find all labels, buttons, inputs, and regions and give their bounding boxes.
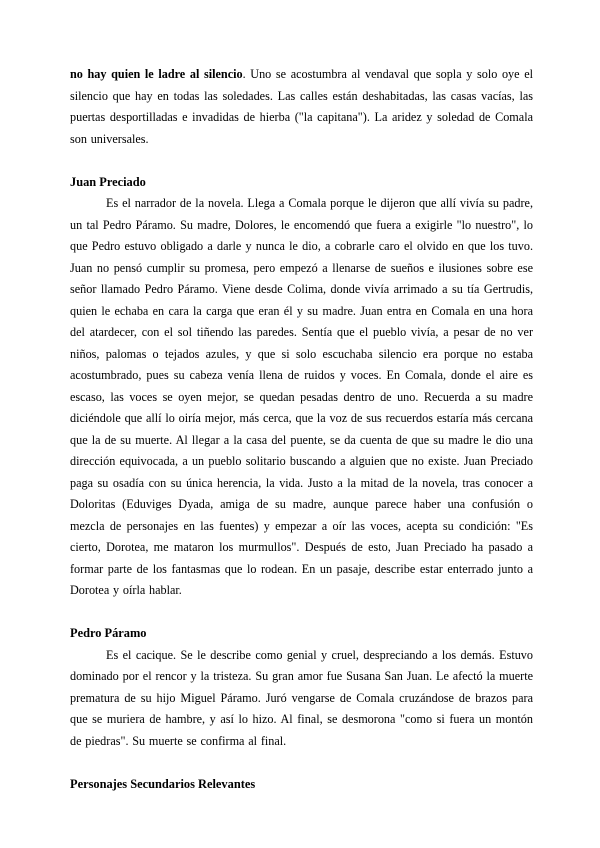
heading-personajes-secundarios: Personajes Secundarios Relevantes	[70, 776, 256, 791]
paragraph-juan-preciado: Es el narrador de la novela. Llega a Comala porque le dijeron que allí vivía su padre, un tal Pedro Páramo. Su madre, Dolores, le encomendó que fuera a exigirle "lo nuestro", lo que Pedro estuvo obligado a darle y nunca le dio, a cobrarle caro el olvido en que los tuvo. Juan no pensó cumplir su promesa, pero empezó a llenarse de sueños e ilusiones sobre ese señor llamado Pedro Páramo. Viene desde Colima, donde vivía arrimado a su tía Gertrudis, quien le echaba en cara la carga que eran él y su madre. Juan entra en Comala en una hora del atardecer, con el sol tiñendo las paredes. Sentía que el pueblo vivía, a pesar de no ver niños, palomas o tejados azules, y que si solo escuchaba silencio era porque no estaba acostumbrado, pues su cabeza venía llena de ruidos y voces. En Comala, donde el aire es escaso, las voces se oyen mejor, se quedan pesadas dentro de uno. Recuerda a su madre diciéndole que allí lo oiría mejor, más cerca, que la voz de sus recuerdos estaría más cercana que la de su muerte. Al llegar a la casa del puente, se da cuenta de que su madre le dio una dirección equivocada, a un pueblo solitario buscando a alguien que no existe. Juan Preciado paga su osadía con su única herencia, la vida. Justo a la mitad de la novela, tras conocer a Doloritas (Eduviges Dyada, amiga de su madre, aunque parece haber una confusión o mezcla de personajes en las fuentes) y empezar a oír las voces, acepta su condición: "Es cierto, Dorotea, me mataron los murmullos". Después de esto, Juan Preciado ha pasado a formar parte de los fantasmas que lo rodean. En un pasaje, describe estar enterrado junto a Dorotea y oírla hablar.	[70, 196, 533, 597]
heading-juan-preciado: Juan Preciado	[70, 174, 146, 189]
paragraph-comala-silence	[70, 64, 533, 150]
paragraph-pedro-paramo: Es el cacique. Se le describe como genial y cruel, despreciando a los demás. Estuvo dominado por el rencor y la tristeza. Su gran amor fue Susana San Juan. Le afectó la muerte prematura de su hijo Miguel Páramo. Juró vengarse de Comala cruzándose de brazos para que se muriera de hambre, y así lo hizo. Al final, se desmorona "como si fuera un montón de piedras". Su muerte se confirma al final.	[70, 647, 533, 748]
paragraph-bold-lead: no hay quien le ladre al silencio	[70, 67, 243, 81]
paragraph-continuation-text: . Uno se acostumbra al vendaval que sopla y solo oye el silencio que hay en todas las soledades. Las calles están deshabitadas, las casas vacías, las puertas desportilladas e invadidas de hierba ("la capitana"). La aridez y soledad de Comala son universales.	[70, 67, 534, 146]
heading-pedro-paramo: Pedro Páramo	[70, 626, 147, 640]
